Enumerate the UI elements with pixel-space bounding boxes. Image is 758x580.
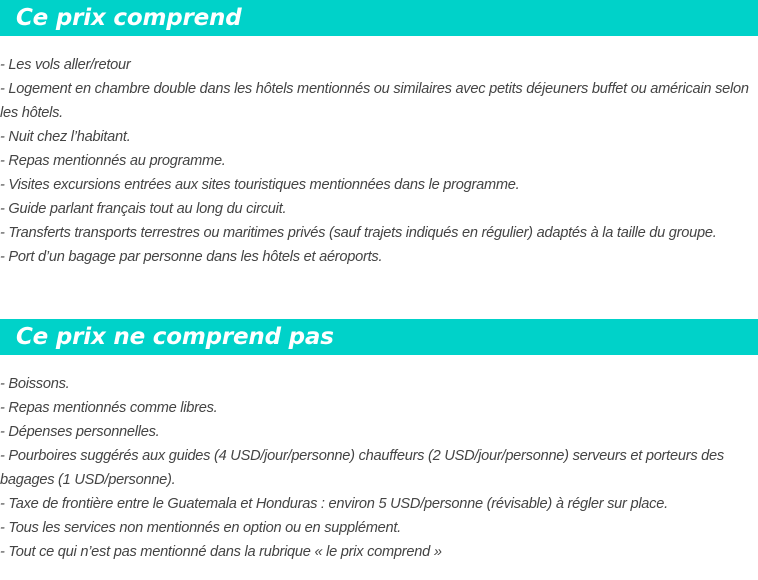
list-item: - Pourboires suggérés aux guides (4 USD/jour/personne) chauffeurs (2 USD/jour/personne) serveurs et porteurs des bagages (1 USD/personne). <box>0 448 724 488</box>
section-title-not-included: Ce prix ne comprend pas <box>16 324 334 350</box>
list-item: - Tous les services non mentionnés en option ou en supplément. <box>0 520 401 536</box>
section-header-included <box>0 0 758 36</box>
section-header-not-included <box>0 319 758 355</box>
list-item: - Repas mentionnés au programme. <box>0 153 226 169</box>
list-item: - Port d’un bagage par personne dans les hôtels et aéroports. <box>0 249 383 265</box>
list-item: - Les vols aller/retour <box>0 57 131 73</box>
list-item: - Taxe de frontière entre le Guatemala et Honduras : environ 5 USD/personne (révisable) à régler sur place. <box>0 496 668 512</box>
section-title-included: Ce prix comprend <box>16 5 242 31</box>
list-item: - Visites excursions entrées aux sites touristiques mentionnées dans le programme. <box>0 177 520 193</box>
included-items-list <box>0 53 756 269</box>
list-item: - Repas mentionnés comme libres. <box>0 400 218 416</box>
not-included-items-list <box>0 372 756 564</box>
list-item: - Dépenses personnelles. <box>0 424 160 440</box>
list-item: - Tout ce qui n’est pas mentionné dans la rubrique « le prix comprend » <box>0 544 442 560</box>
list-item: - Nuit chez l’habitant. <box>0 129 131 145</box>
list-item: - Boissons. <box>0 376 70 392</box>
list-item: - Transferts transports terrestres ou maritimes privés (sauf trajets indiqués en régulier) adaptés à la taille du groupe. <box>0 225 717 241</box>
list-item: - Logement en chambre double dans les hôtels mentionnés ou similaires avec petits déjeuners buffet ou américain selon les hôtels. <box>0 81 749 121</box>
list-item: - Guide parlant français tout au long du circuit. <box>0 201 287 217</box>
